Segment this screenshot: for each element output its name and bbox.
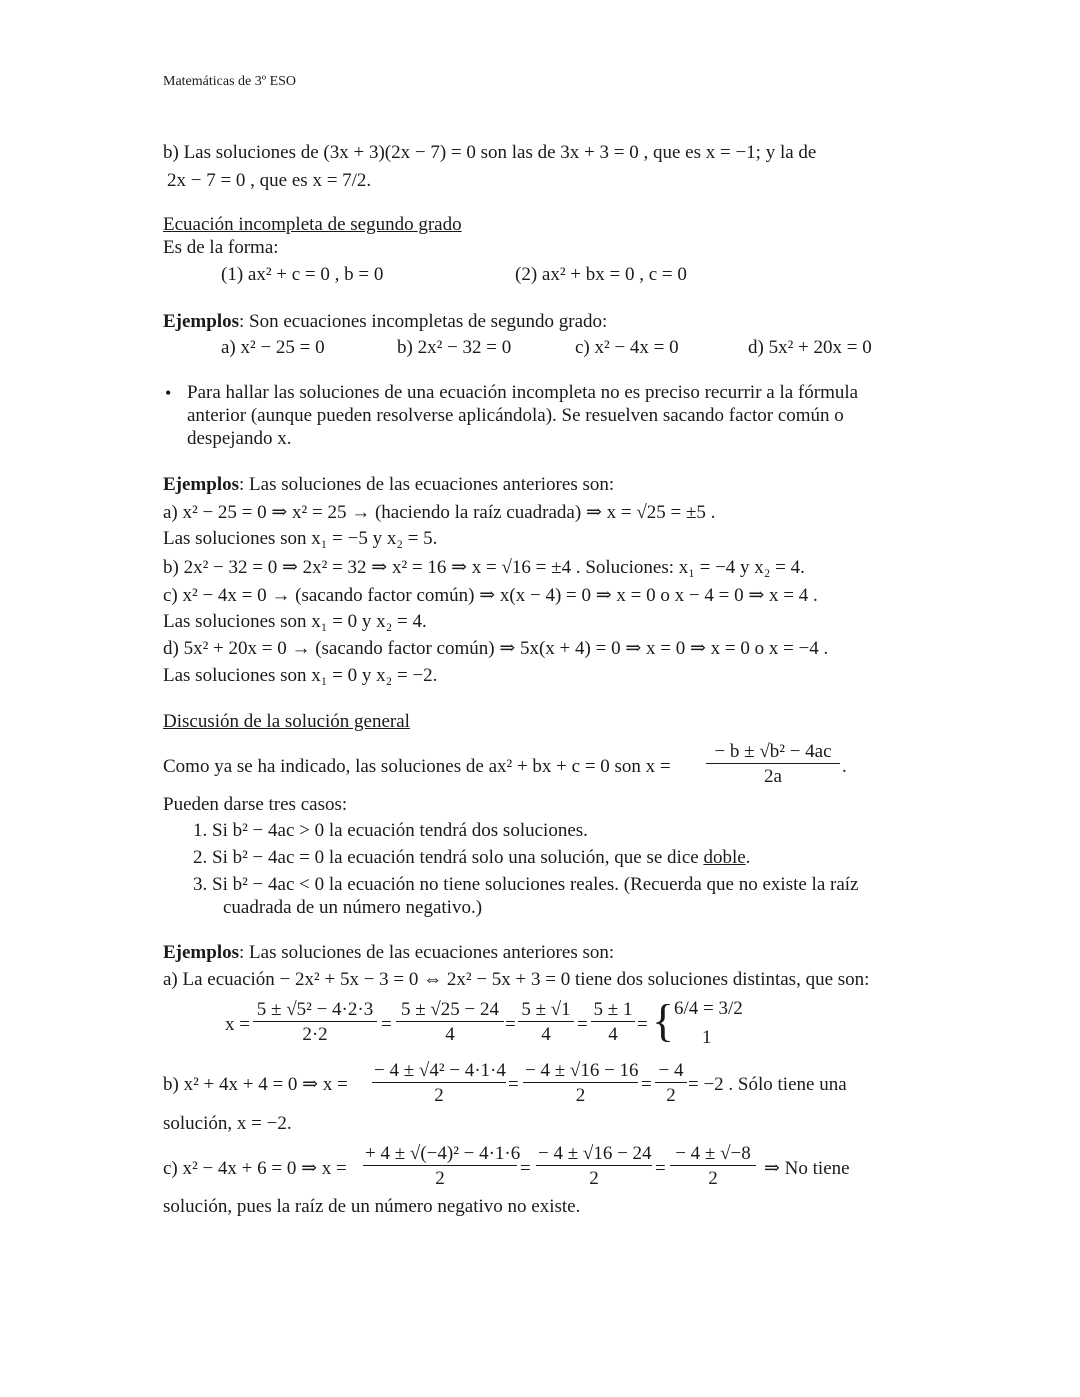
examples-heading xyxy=(163,310,607,334)
math-equals: = xyxy=(655,1158,666,1179)
case-item: 1. Si b² − 4ac > 0 la ecuación tendrá dos soluciones. xyxy=(193,820,588,841)
examples-label: Ejemplos xyxy=(163,311,239,332)
fraction-denominator: 4 xyxy=(608,1024,618,1045)
examples-text: : Las soluciones de las ecuaciones anteriores son: xyxy=(239,942,615,963)
fraction-denominator: 2a xyxy=(764,766,782,787)
paragraph-line: Pueden darse tres casos: xyxy=(163,794,348,815)
paragraph-line: 2x − 7 = 0 , que es x = 7/2. xyxy=(167,170,372,191)
fraction-denominator: 4 xyxy=(445,1024,455,1045)
formula-form-2: (2) ax² + bx = 0 , c = 0 xyxy=(515,264,687,285)
fraction-denominator: 2 xyxy=(666,1085,676,1106)
period: . xyxy=(842,756,847,777)
section-title-discusion: Discusión de la solución general xyxy=(163,711,410,732)
fraction-denominator: 2 xyxy=(434,1085,444,1106)
example-line: c) x² − 4x + 6 = 0 ⇒ x = xyxy=(163,1158,347,1179)
solution-line: Las soluciones son x₁ = 0 y x₂ = −2. xyxy=(163,665,438,686)
bullet-icon: • xyxy=(165,383,172,403)
math-fraction xyxy=(655,1060,687,1107)
example-line: solución, pues la raíz de un número negativo no existe. xyxy=(163,1196,581,1217)
bullet-text-line: anterior (aunque pueden resolverse aplicándola). Se resuelven sacando factor común o xyxy=(187,405,844,426)
paragraph-line: Es de la forma: xyxy=(163,237,279,258)
formula-form-1: (1) ax² + c = 0 , b = 0 xyxy=(221,264,384,285)
math-fraction xyxy=(591,999,635,1046)
fraction-denominator: 2 xyxy=(435,1168,445,1189)
fraction-numerator: − 4 xyxy=(655,1060,687,1083)
examples-text: : Las soluciones de las ecuaciones anteriores son: xyxy=(239,474,615,495)
solution-line: d) 5x² + 20x = 0 → (sacando factor común) ⇒ 5x(x + 4) = 0 ⇒ x = 0 ⇒ x = 0 o x = −4 . xyxy=(163,638,829,659)
math-fraction xyxy=(363,1143,521,1190)
paragraph-line: Como ya se ha indicado, las soluciones de ax² + bx + c = 0 son x = xyxy=(163,756,671,777)
examples-heading xyxy=(163,473,614,497)
fraction-numerator: 5 ± √1 xyxy=(518,999,574,1022)
fraction-denominator: 2 xyxy=(575,1085,586,1106)
math-fraction xyxy=(253,999,377,1046)
fraction-numerator: 5 ± √5² − 4·2·3 xyxy=(253,999,377,1022)
paragraph-line: b) Las soluciones de (3x + 3)(2x − 7) = 0 son las de 3x + 3 = 0 , que es x = −1; y la de xyxy=(163,142,817,163)
math-equals: = xyxy=(637,1014,648,1035)
examples-label: Ejemplos xyxy=(163,474,239,495)
brace-icon: { xyxy=(652,995,675,1046)
example-d: d) 5x² + 20x = 0 xyxy=(748,337,872,358)
fraction-numerator: − 4 ± √16 − 24 xyxy=(538,1143,652,1164)
math-fraction xyxy=(396,999,504,1046)
solution-line: Las soluciones son x₁ = 0 y x₂ = 4. xyxy=(163,611,427,632)
example-c: c) x² − 4x = 0 xyxy=(575,337,679,358)
fraction-numerator: 5 ± √25 − 24 xyxy=(396,999,504,1022)
example-line: = −2 . Sólo tiene una xyxy=(688,1074,847,1095)
case-item: 3. Si b² − 4ac < 0 la ecuación no tiene soluciones reales. (Recuerda que no existe la raíz xyxy=(193,874,859,895)
solution-line: b) 2x² − 32 = 0 ⇒ 2x² = 32 ⇒ x² = 16 ⇒ x = √16 = ±4 . Soluciones: x₁ = −4 y x₂ = 4. xyxy=(163,557,805,578)
solution-line: a) x² − 25 = 0 ⇒ x² = 25 → (haciendo la raíz cuadrada) ⇒ x = √25 = ±5 . xyxy=(163,502,716,523)
math-equals: = xyxy=(641,1074,652,1095)
bullet-text-line: despejando x. xyxy=(187,428,292,449)
fraction-denominator: 4 xyxy=(541,1024,551,1045)
examples-text: : Son ecuaciones incompletas de segundo grado: xyxy=(239,311,608,332)
fraction-numerator: − 4 ± √4² − 4·1·4 xyxy=(374,1060,506,1081)
example-b: b) 2x² − 32 = 0 xyxy=(397,337,512,358)
solution-line: c) x² − 4x = 0 → (sacando factor común) ⇒ x(x − 4) = 0 ⇒ x = 0 o x − 4 = 0 ⇒ x = 4 . xyxy=(163,585,818,606)
case-item-continued: cuadrada de un número negativo.) xyxy=(223,897,483,918)
math-fraction xyxy=(536,1143,652,1190)
math-fraction xyxy=(518,999,574,1046)
fraction-numerator: 5 ± 1 xyxy=(591,999,635,1022)
math-equals: = xyxy=(508,1074,519,1095)
math-fraction xyxy=(670,1143,756,1190)
example-line: solución, x = −2. xyxy=(163,1113,292,1134)
fraction-denominator: 2 xyxy=(589,1168,599,1189)
fraction-denominator: 2 xyxy=(708,1168,718,1189)
quadratic-formula-fraction xyxy=(706,741,840,788)
fraction-numerator: − b ± √b² − 4ac xyxy=(706,741,840,764)
case-text-underlined: doble xyxy=(703,847,746,868)
example-a: a) x² − 25 = 0 xyxy=(221,337,325,358)
example-line: a) La ecuación − 2x² + 5x − 3 = 0 ⇔ 2x² − 5x + 3 = 0 tiene dos soluciones distintas, que son: xyxy=(163,969,870,990)
math-fraction xyxy=(372,1060,506,1107)
math-fraction xyxy=(523,1060,638,1107)
case-text: . xyxy=(745,847,751,868)
math-equals: = xyxy=(520,1158,531,1179)
examples-label: Ejemplos xyxy=(163,942,239,963)
fraction-denominator: 2·2 xyxy=(302,1024,328,1045)
example-line: ⇒ No tiene xyxy=(764,1158,850,1179)
bullet-text-line: Para hallar las soluciones de una ecuación incompleta no es preciso recurrir a la fórmula xyxy=(187,382,859,403)
case-item xyxy=(193,846,750,870)
fraction-numerator: − 4 ± √16 − 16 xyxy=(525,1060,639,1081)
math-equals: = xyxy=(505,1014,516,1035)
page-header: Matemáticas de 3º ESO xyxy=(163,74,297,89)
examples-heading xyxy=(163,941,614,965)
section-title-incompleta: Ecuación incompleta de segundo grado xyxy=(163,214,462,235)
fraction-numerator: − 4 ± √−8 xyxy=(670,1143,756,1166)
example-line: b) x² + 4x + 4 = 0 ⇒ x = xyxy=(163,1074,348,1095)
case-text: 2. Si b² − 4ac = 0 la ecuación tendrá solo una solución, que se dice xyxy=(193,847,704,868)
math-equals: = xyxy=(381,1014,392,1035)
math-case-bottom: 1 xyxy=(702,1027,712,1048)
math-equals: = xyxy=(577,1014,588,1035)
math-x-equals: x = xyxy=(225,1014,250,1035)
fraction-numerator: + 4 ± √(−4)² − 4·1·6 xyxy=(365,1143,521,1164)
math-case-top: 6/4 = 3/2 xyxy=(674,998,743,1019)
solution-line: Las soluciones son x₁ = −5 y x₂ = 5. xyxy=(163,528,438,549)
